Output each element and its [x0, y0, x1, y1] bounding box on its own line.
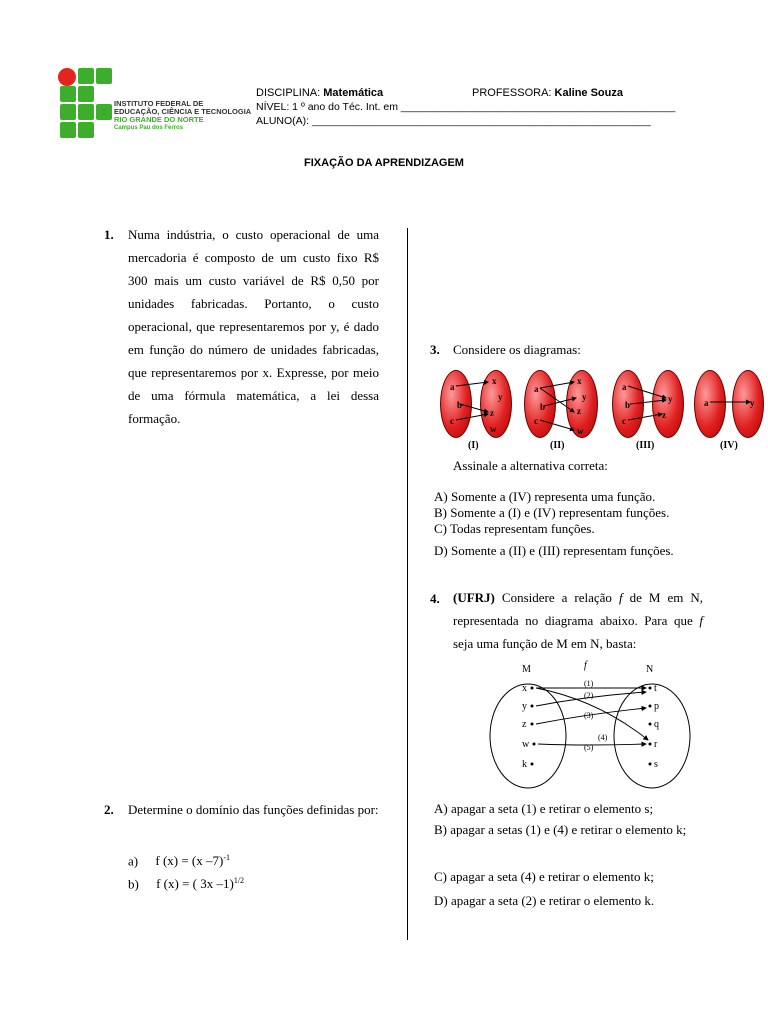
svg-text:c: c	[622, 416, 626, 426]
elem-q: q	[654, 719, 659, 730]
arrow-label-2: (2)	[584, 691, 594, 700]
relation-diagram	[488, 660, 696, 790]
logo-line: INSTITUTO FEDERAL DE	[114, 99, 204, 108]
elem-t: t	[654, 683, 657, 694]
question-3-option-d: D) Somente a (II) e (III) representam funções.	[434, 543, 674, 558]
logo-square	[78, 122, 94, 138]
set-m-label: M	[522, 664, 531, 675]
svg-text:z: z	[662, 410, 666, 420]
elem-r: r	[654, 739, 658, 750]
diagram-label-1: (I)	[468, 440, 479, 451]
svg-text:z: z	[490, 408, 494, 418]
elem-z: z	[522, 719, 527, 730]
arrow-label-5: (5)	[584, 743, 594, 752]
arrow-label-3: (3)	[584, 711, 594, 720]
nivel-line: NÍVEL: 1 º ano do Téc. Int. em _______________________________________________	[256, 101, 676, 113]
set-m-ellipse	[490, 684, 566, 788]
svg-text:y: y	[582, 392, 587, 402]
question-3-option-b: B) Somente a (I) e (IV) representam funções.	[434, 505, 670, 520]
svg-text:x: x	[577, 376, 582, 386]
question-2-item-b	[128, 869, 244, 895]
elem-w: w	[522, 739, 530, 750]
logo-text	[114, 100, 251, 132]
svg-text:a: a	[450, 382, 455, 392]
diagrams-figure	[432, 364, 764, 452]
elem-y: y	[522, 701, 527, 712]
question-1-text: Numa indústria, o custo operacional de uma mercadoria é composto de um custo fixo R$ 300 mais um custo variável de R$ 0,50 por unidades fabricadas. Portanto, o custo operacional, que representaremos por y, é dado em função do número de unidades fabricadas, que representaremos por x. Expresse, por meio de uma fórmula matemática, a lei dessa formação.	[128, 227, 379, 426]
logo-square	[60, 104, 76, 120]
logo-square	[60, 86, 76, 102]
svg-text:c: c	[450, 416, 454, 426]
column-divider	[407, 228, 408, 940]
elem-p: p	[654, 701, 659, 712]
page-title: FIXAÇÃO DA APRENDIZAGEM	[304, 157, 464, 169]
logo-square	[78, 104, 94, 120]
item-formula: f (x) = (x –7)	[155, 853, 224, 869]
item-formula: f (x) = ( 3x –1)	[156, 876, 234, 892]
logo-square	[78, 86, 94, 102]
logo-red-circle	[58, 68, 76, 86]
svg-text:a: a	[704, 398, 709, 408]
svg-text:y: y	[668, 394, 673, 404]
elem-x: x	[522, 683, 527, 694]
svg-text:x: x	[492, 376, 497, 386]
question-3-text: Considere os diagramas:	[453, 342, 581, 357]
question-3-number: 3.	[430, 342, 440, 357]
set-n-label: N	[646, 664, 654, 675]
relation-f-label: f	[584, 660, 587, 671]
text: de M em N, representada no diagrama abaixo. Para que	[453, 590, 703, 628]
question-4-text	[453, 586, 703, 655]
question-4-option-d: D) apagar a seta (2) e retirar o elemento k.	[434, 893, 655, 908]
logo-line: RIO GRANDE DO NORTE	[114, 115, 204, 124]
svg-text:w: w	[490, 424, 497, 434]
disciplina-line	[256, 87, 383, 99]
svg-text:z: z	[577, 406, 581, 416]
question-3-option-c: C) Todas representam funções.	[434, 521, 595, 536]
disciplina-label: DISCIPLINA:	[256, 87, 324, 99]
question-4-source: (UFRJ)	[453, 590, 495, 605]
svg-text:b: b	[540, 402, 546, 412]
item-exponent: -1	[223, 853, 231, 862]
professora-label: PROFESSORA:	[472, 87, 555, 99]
logo-square	[96, 68, 112, 84]
logo-square	[78, 68, 94, 84]
disciplina-value: Matemática	[323, 87, 384, 99]
diagram-label-3: (III)	[636, 440, 655, 451]
function-symbol: f	[699, 613, 703, 628]
professora-line	[472, 87, 623, 99]
diagram-label-4: (IV)	[720, 440, 738, 451]
svg-text:a: a	[534, 384, 539, 394]
professora-value: Kaline Souza	[554, 87, 623, 99]
set-n-ellipse	[614, 684, 690, 788]
svg-text:y: y	[750, 398, 755, 408]
question-1-number: 1.	[104, 227, 114, 242]
text: Considere a relação	[494, 590, 619, 605]
question-4-option-a: A) apagar a seta (1) e retirar o elemento s;	[434, 801, 654, 816]
diagram-label-2: (II)	[550, 440, 565, 451]
svg-text:b: b	[625, 400, 631, 410]
diagram-arrows	[432, 364, 764, 452]
logo-line: EDUCAÇÃO, CIÊNCIA E TECNOLOGIA	[114, 107, 252, 116]
question-3-instruction: Assinale a alternativa correta:	[453, 458, 608, 473]
question-4-option-c: C) apagar a seta (4) e retirar o elemento k;	[434, 869, 654, 884]
logo-campus: Campus Pau dos Ferros	[114, 125, 184, 131]
question-4-number: 4.	[430, 591, 440, 606]
svg-text:b: b	[457, 400, 463, 410]
text: seja uma função de M em N, basta:	[453, 636, 637, 651]
logo-square	[60, 122, 76, 138]
svg-text:w: w	[577, 426, 584, 436]
item-exponent: 1/2	[233, 876, 245, 885]
question-3-option-a: A) Somente a (IV) representa uma função.	[434, 489, 656, 504]
elem-s: s	[654, 759, 658, 770]
logo-square	[96, 104, 112, 120]
item-label: b)	[128, 876, 139, 892]
question-2-text: Determine o domínio das funções definidas por:	[128, 802, 379, 817]
aluno-line: ALUNO(A): __________________________________________________________	[256, 115, 651, 127]
arrow-label-4: (4)	[598, 733, 608, 742]
svg-text:c: c	[534, 416, 538, 426]
arrow-label-1: (1)	[584, 679, 594, 688]
svg-text:y: y	[498, 392, 503, 402]
question-4-option-b: B) apagar a setas (1) e (4) e retirar o elemento k;	[434, 822, 687, 837]
svg-text:a: a	[622, 382, 627, 392]
function-symbol: f	[618, 590, 623, 605]
elem-k: k	[522, 759, 527, 770]
question-2-number: 2.	[104, 802, 114, 817]
item-label: a)	[128, 853, 139, 869]
